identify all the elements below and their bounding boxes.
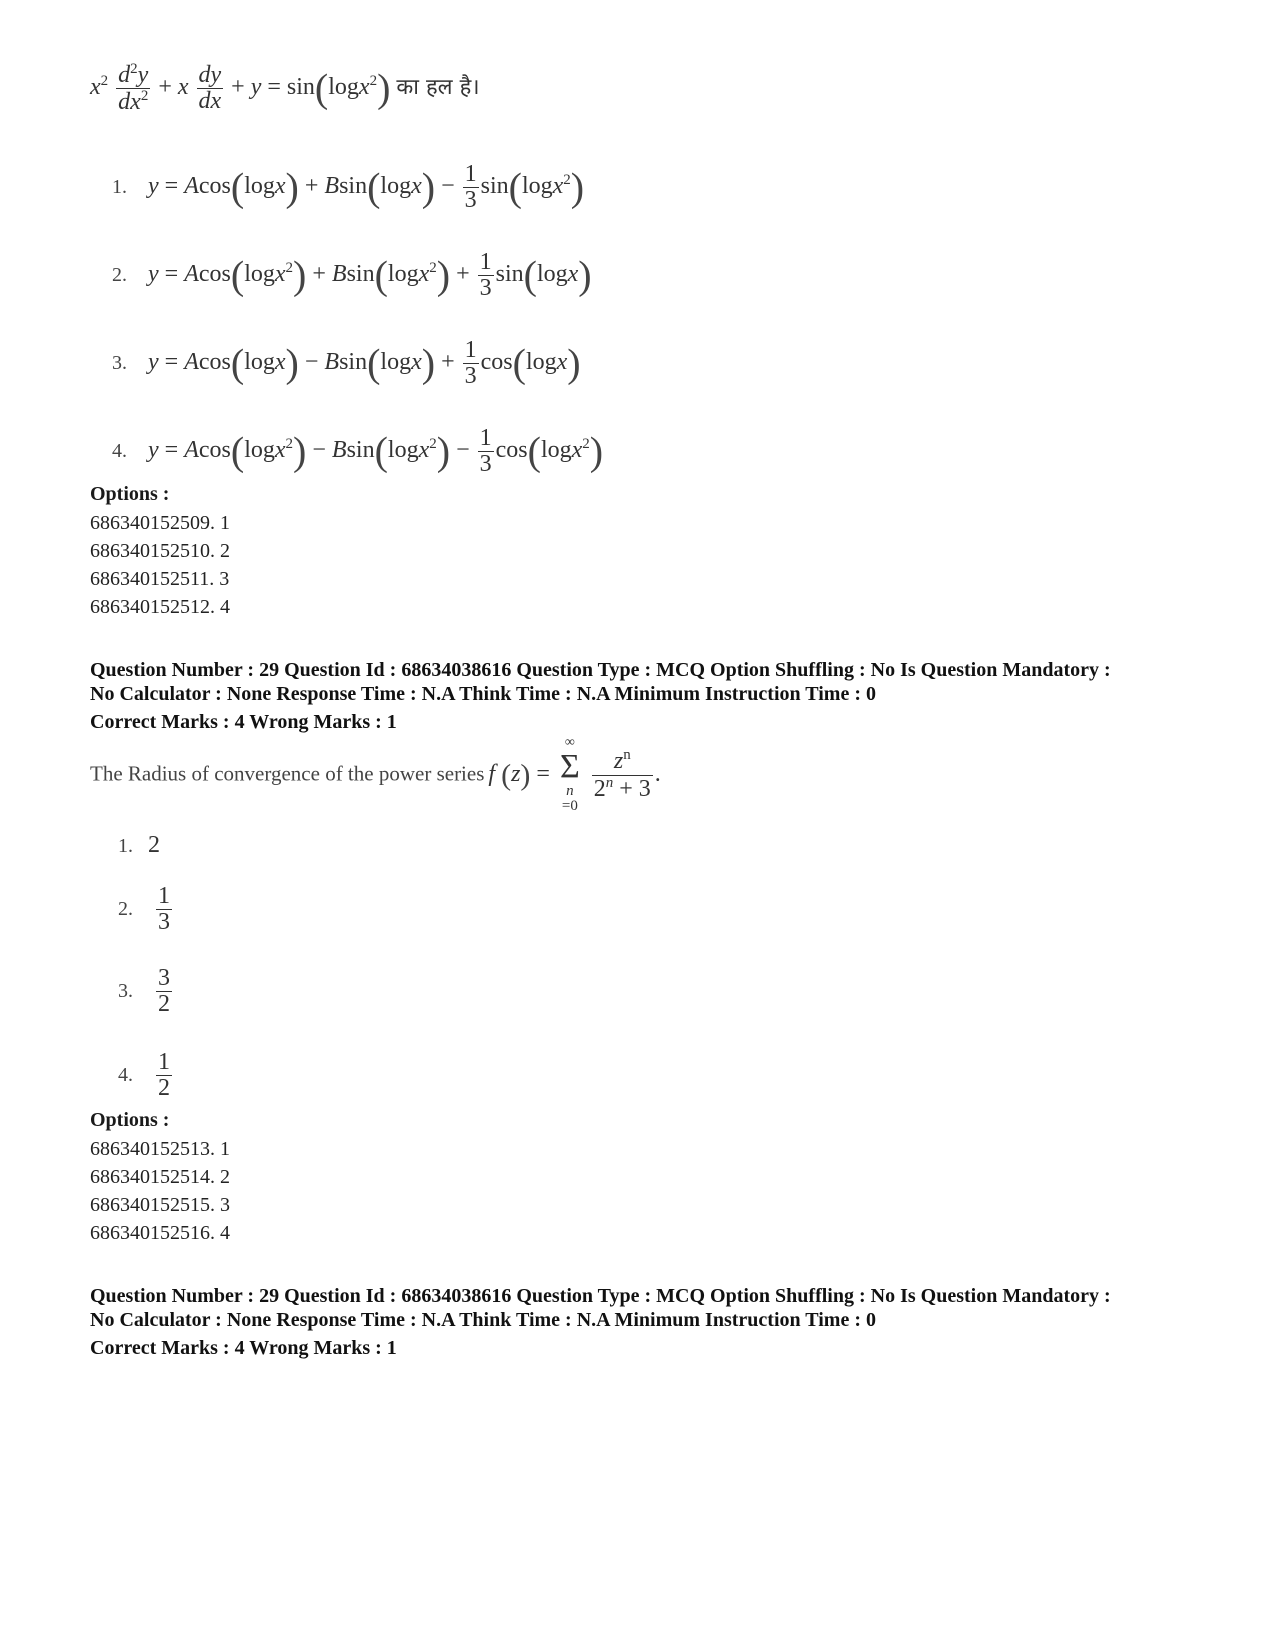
q28-choice-4: 4. y = Acos(logx$^2$) − Bsin(logx$^2$) − $\frac{1}{3}$ cos(logx$^2$) (112, 425, 604, 478)
power-series-formula: f (z) = ∞ Σ n =0 $\frac{z^n}{2^n + 3}$ . (488, 735, 661, 814)
option-id-line: 686340152510. 2 (90, 540, 230, 562)
option-id-line: 686340152515. 3 (90, 1194, 230, 1216)
choice-number: 1. (112, 176, 127, 199)
choice-number: 1. (118, 835, 133, 857)
question-marks: Correct Marks : 4 Wrong Marks : 1 (90, 711, 397, 733)
q29-choice-3 (118, 966, 174, 1017)
choice-number: 3. (112, 352, 127, 375)
q30-header (90, 1284, 1210, 1360)
fraction-numerator: 1 (158, 883, 170, 909)
q29-header (90, 658, 1210, 734)
fraction-denominator: 3 (158, 909, 170, 936)
fraction-numerator: 3 (158, 965, 170, 991)
question-meta-line-1: Question Number : 29 Question Id : 68634038616 Question Type : MCQ Option Shuffling : No Is Question Mandatory : (90, 659, 1111, 681)
q29-choice-1 (118, 832, 160, 859)
option-id-line: 686340152512. 4 (90, 596, 230, 618)
option-id-line: 686340152516. 4 (90, 1222, 230, 1244)
q29-choice-2 (118, 884, 174, 935)
question-marks: Correct Marks : 4 Wrong Marks : 1 (90, 1337, 397, 1359)
choice-number: 2. (118, 898, 133, 921)
question-text: The Radius of convergence of the power series (90, 761, 485, 786)
option-id-line: 686340152509. 1 (90, 512, 230, 534)
option-id-line: 686340152513. 1 (90, 1138, 230, 1160)
q28-options-list (90, 509, 230, 621)
equation-tail-text: का हल है। (396, 75, 480, 101)
q28-choice-2: 2. y = Acos(logx$^2$) + Bsin(logx$^2$) + $\frac{1}{3}$ sin(logx) (112, 249, 592, 302)
q29-options-list (90, 1135, 230, 1247)
choice-number: 3. (118, 980, 133, 1003)
question-meta-line-1: Question Number : 29 Question Id : 68634038616 Question Type : MCQ Option Shuffling : No Is Question Mandatory : (90, 1285, 1111, 1307)
q28-options-label: Options : (90, 483, 170, 505)
choice-number: 4. (118, 1064, 133, 1087)
option-id-line: 686340152511. 3 (90, 568, 230, 590)
question-meta-line-2: No Calculator : None Response Time : N.A Think Time : N.A Minimum Instruction Time : 0 (90, 683, 876, 705)
q29-options-label: Options : (90, 1109, 170, 1131)
ode-equation: $x^2$ $\frac{d^2y}{dx^2}$ + x $\frac{dy}{dx}$ + y = sin(logx$^2$) का हल है। (90, 61, 480, 116)
option-id-line: 686340152514. 2 (90, 1166, 230, 1188)
fraction-denominator: 2 (158, 1075, 170, 1102)
fraction-denominator: 2 (158, 991, 170, 1018)
question-meta-line-2: No Calculator : None Response Time : N.A Think Time : N.A Minimum Instruction Time : 0 (90, 1309, 876, 1331)
choice-value: 2 (148, 832, 160, 858)
choice-number: 4. (112, 440, 127, 463)
choice-number: 2. (112, 264, 127, 287)
q29-choice-4 (118, 1050, 174, 1101)
fraction-numerator: 1 (158, 1049, 170, 1075)
q29-question (90, 736, 661, 814)
q28-choice-3: 3. y = Acos(logx) − Bsin(logx) + $\frac{1}{3}$ cos(logx) (112, 337, 581, 390)
q28-choice-1: 1. y = Acos(logx) + Bsin(logx) − $\frac{1}{3}$ sin(logx$^2$) (112, 161, 585, 214)
